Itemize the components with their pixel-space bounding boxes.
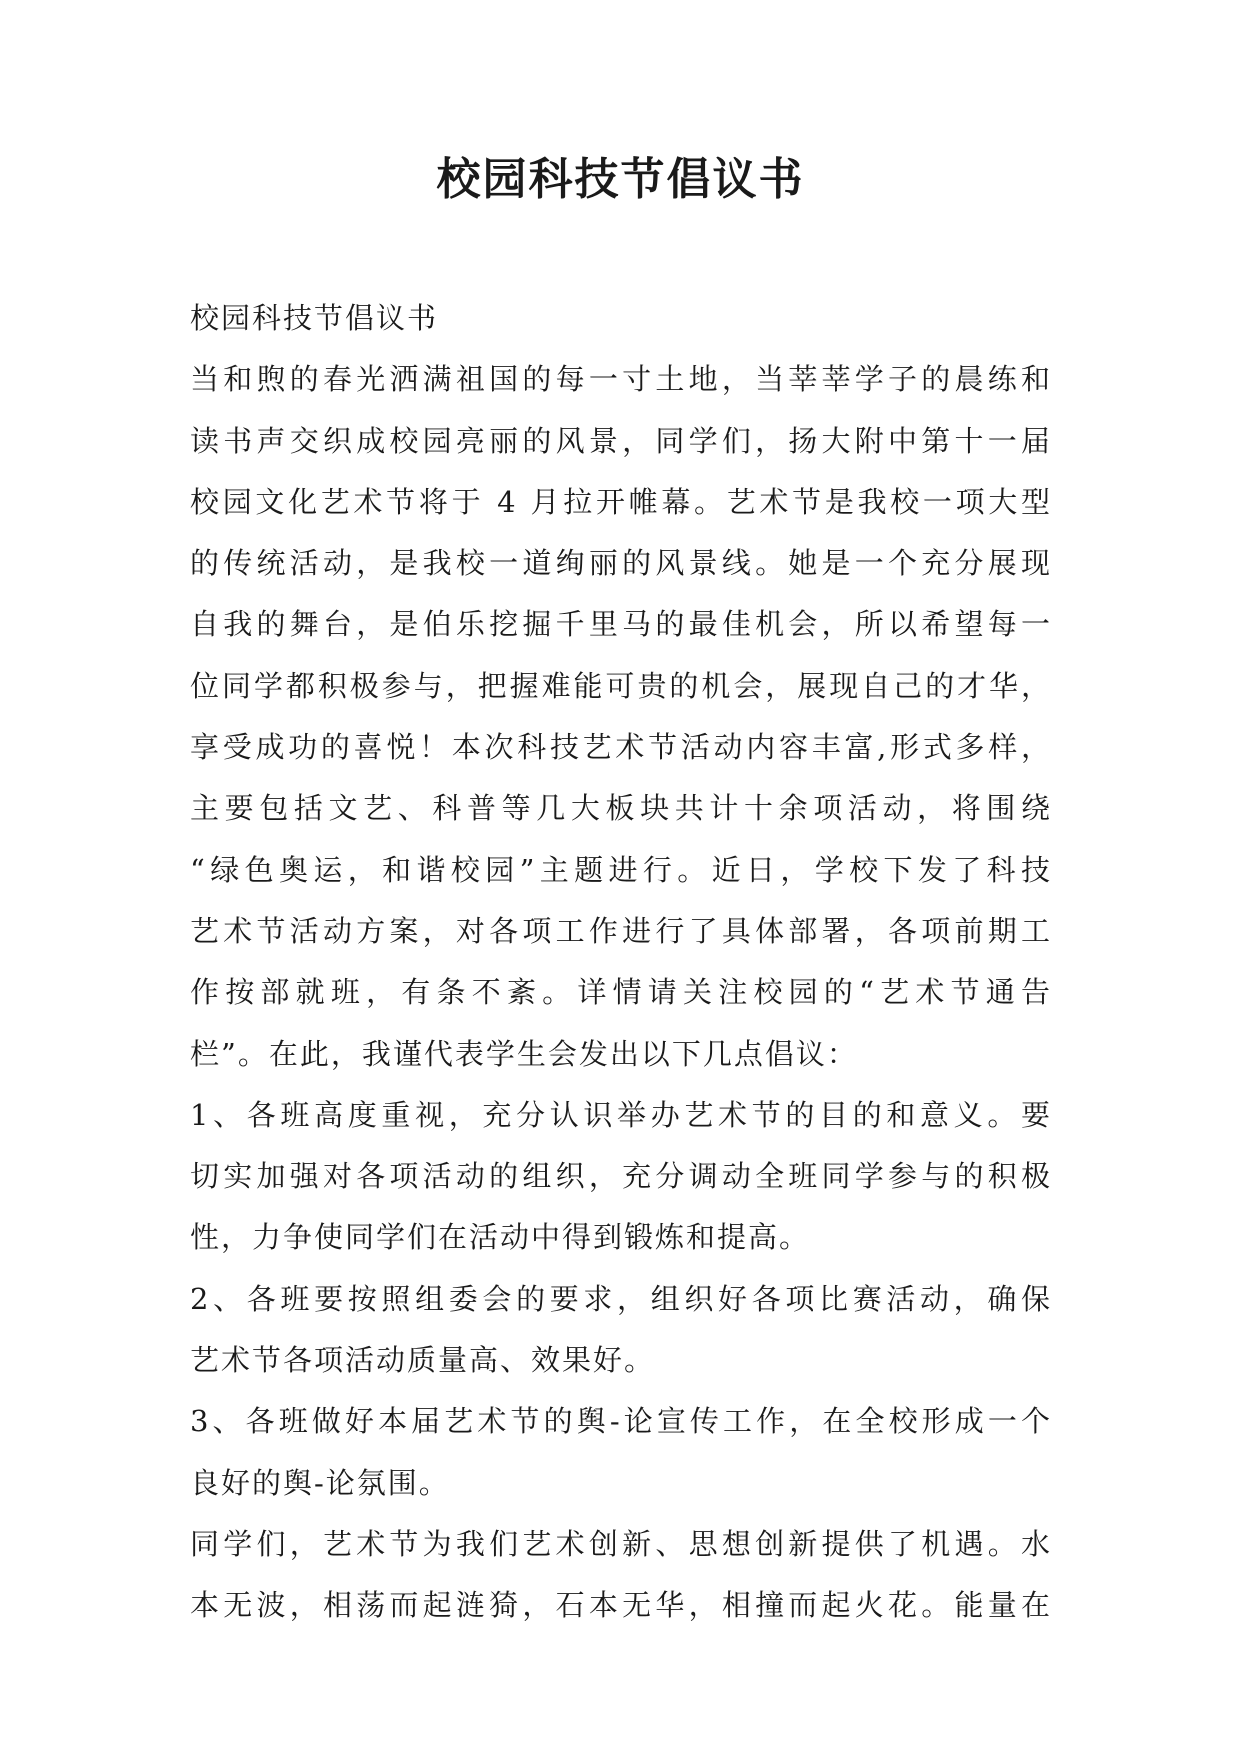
text-line: 艺术节各项活动质量高、效果好。 <box>190 1343 656 1378</box>
text-line: 栏”。在此，我谨代表学生会发出以下几点倡议： <box>190 1036 858 1071</box>
text-line: 自我的舞台，是伯乐挖掘千里马的最佳机会，所以希望每一 <box>190 607 1052 642</box>
document-title: 校园科技节倡议书 <box>436 154 805 205</box>
text-line: 艺术节活动方案，对各项工作进行了具体部署，各项前期工 <box>190 913 1052 948</box>
text-line: 性，力争使同学们在活动中得到锻炼和提高。 <box>190 1220 811 1255</box>
text-line: 位同学都积极参与，把握难能可贵的机会，展现自己的才华， <box>190 668 1052 703</box>
document-body <box>190 288 1052 1637</box>
text-line: 当和煦的春光洒满祖国的每一寸土地，当莘莘学子的晨练和 <box>190 362 1052 397</box>
text-line: 校园科技节倡议书 <box>190 301 439 335</box>
text-line: 主要包括文艺、科普等几大板块共计十余项活动，将围绕 <box>190 791 1052 826</box>
text-line: 1、各班高度重视，充分认识举办艺术节的目的和意义。要 <box>190 1097 1052 1132</box>
text-line: 同学们，艺术节为我们艺术创新、思想创新提供了机遇。水 <box>190 1526 1052 1561</box>
text-line: 享受成功的喜悦！本次科技艺术节活动内容丰富,形式多样， <box>190 730 1052 765</box>
text-line: 作按部就班，有条不紊。详情请关注校园的“艺术节通告 <box>190 975 1052 1010</box>
text-line: 读书声交织成校园亮丽的风景，同学们，扬大附中第十一届 <box>190 423 1052 458</box>
text-line: 切实加强对各项活动的组织，充分调动全班同学参与的积极 <box>190 1159 1052 1194</box>
text-line: 良好的舆-论氛围。 <box>190 1465 450 1500</box>
text-line: 3、各班做好本届艺术节的舆-论宣传工作，在全校形成一个 <box>190 1404 1052 1439</box>
text-line: 校园文化艺术节将于 4 月拉开帷幕。艺术节是我校一项大型 <box>190 484 1052 519</box>
text-line: “绿色奥运，和谐校园”主题进行。近日，学校下发了科技 <box>190 852 1052 887</box>
text-line: 本无波，相荡而起涟猗，石本无华，相撞而起火花。能量在 <box>190 1588 1052 1623</box>
text-line: 的传统活动，是我校一道绚丽的风景线。她是一个充分展现 <box>190 546 1052 581</box>
text-line: 2、各班要按照组委会的要求，组织好各项比赛活动，确保 <box>190 1281 1052 1316</box>
